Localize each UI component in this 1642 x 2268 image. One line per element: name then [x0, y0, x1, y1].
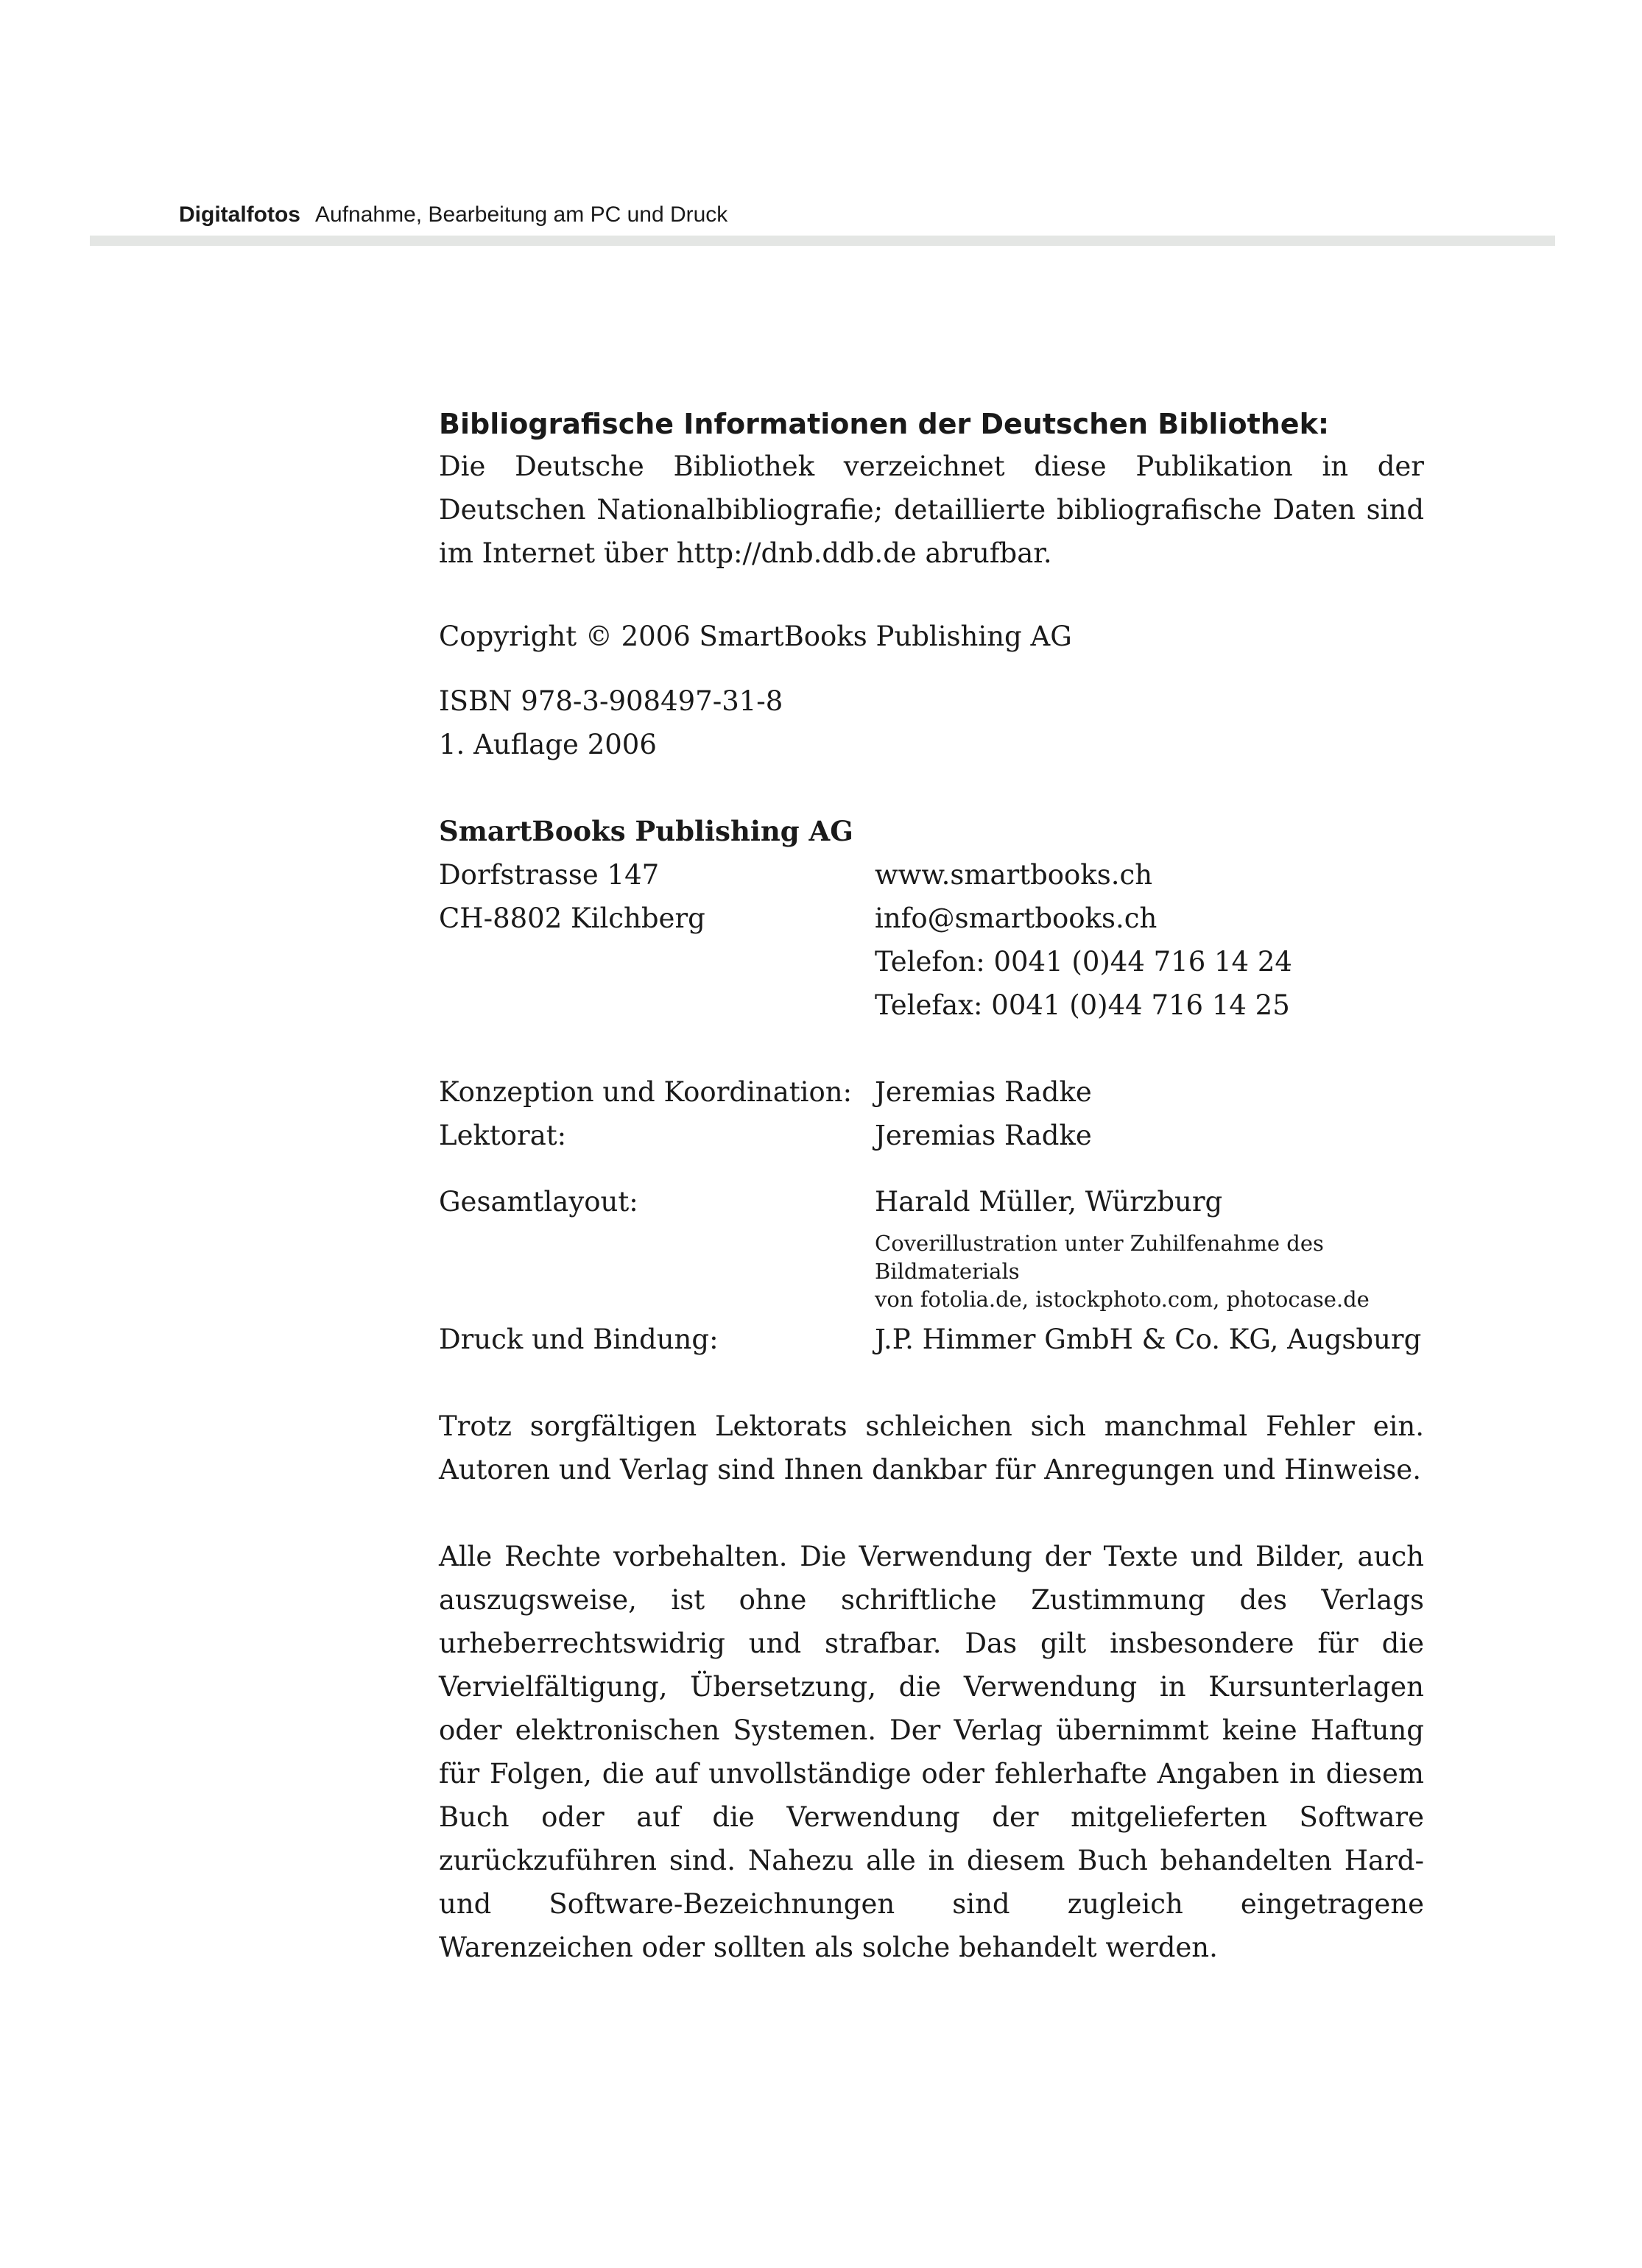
- bibliographic-section: [439, 403, 1424, 575]
- cover-note-line-2: von fotolia.de, istockphoto.com, photocase.de: [875, 1287, 1370, 1312]
- publisher-city: CH-8802 Kilchberg: [439, 902, 705, 934]
- publisher-fax: Telefax: 0041 (0)44 716 14 25: [875, 989, 1290, 1021]
- publisher-email: info@smartbooks.ch: [875, 902, 1157, 934]
- copyright-line: Copyright © 2006 SmartBooks Publishing AG: [439, 621, 1072, 652]
- editing-value: Jeremias Radke: [875, 1120, 1092, 1151]
- edition-line: 1. Auflage 2006: [439, 729, 657, 760]
- errata-paragraph: Trotz sorgfältigen Lektorats schleichen sich manchmal Fehler ein. Autoren und Verlag sind Ihnen dankbar für Anregungen und Hinweise.: [439, 1410, 1424, 1485]
- isbn-line: ISBN 978-3-908497-31-8: [439, 685, 783, 717]
- publisher-section: [439, 810, 1424, 1027]
- print-label: Druck und Bindung:: [439, 1324, 719, 1355]
- print-value: J.P. Himmer GmbH & Co. KG, Augsburg: [875, 1324, 1422, 1355]
- rights-paragraph: Alle Rechte vorbehalten. Die Verwendung der Texte und Bilder, auch auszugsweise, ist ohne schriftliche Zustimmung des Verlags urheberrechtswidrig und strafbar. Das gilt insbesondere für die Vervielfältigung, Übersetzung, die Verwendung in Kursunterlagen oder elektronischen Systemen. Der Verlag übernimmt keine Haftung für Folgen, die auf unvollständige oder fehlerhafte Angaben in diesem Buch oder auf die Verwendung der mitgelieferten Software zurückzuführen sind. Nahezu alle in diesem Buch behandelten Hard- und Software-Bezeichnungen sind zugleich eingetragene Warenzeichen oder sollten als solche behandelt werden.: [439, 1541, 1424, 1963]
- publisher-name: SmartBooks Publishing AG: [439, 815, 853, 847]
- layout-label: Gesamtlayout:: [439, 1186, 638, 1218]
- book-title: Digitalfotos: [179, 202, 300, 227]
- cover-note: [875, 1229, 1434, 1313]
- layout-credit: [439, 1180, 1424, 1312]
- publisher-web: www.smartbooks.ch: [875, 859, 1153, 891]
- credits-section: [439, 1070, 1424, 1157]
- bibliographic-text: Die Deutsche Bibliothek verzeichnet diese Publikation in der Deutschen Nationalbibliografie; detaillierte bibliografische Daten sind im Internet über http://dnb.ddb.de abrufbar.: [439, 451, 1424, 569]
- editing-label: Lektorat:: [439, 1120, 567, 1151]
- concept-value: Jeremias Radke: [875, 1076, 1092, 1108]
- cover-note-line-1: Coverillustration unter Zuhilfenahme des Bildmaterials: [875, 1231, 1324, 1284]
- bibliographic-heading: Bibliografische Informationen der Deutschen Bibliothek:: [439, 408, 1330, 440]
- running-head: [179, 200, 727, 230]
- layout-value: Harald Müller, Würzburg: [875, 1186, 1223, 1218]
- publisher-phone: Telefon: 0041 (0)44 716 14 24: [875, 946, 1292, 978]
- book-subtitle: Aufnahme, Bearbeitung am PC und Druck: [315, 202, 728, 227]
- publisher-street: Dorfstrasse 147: [439, 859, 660, 891]
- header-rule: [90, 236, 1555, 246]
- print-credit: [439, 1318, 1424, 1361]
- concept-label: Konzeption und Koordination:: [439, 1076, 853, 1108]
